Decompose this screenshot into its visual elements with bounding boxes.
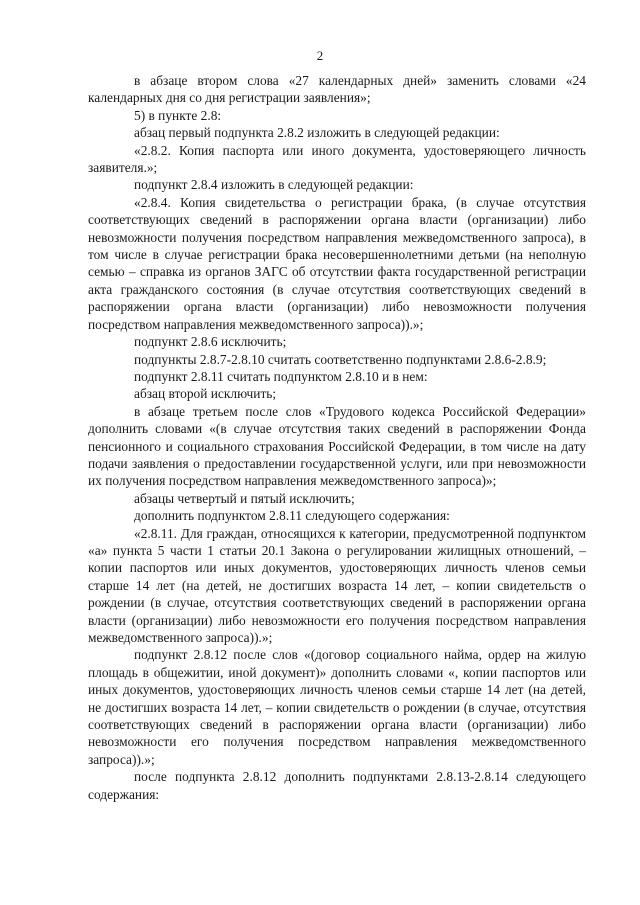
paragraph-12: абзацы четвертый и пятый исключить; <box>134 490 355 506</box>
paragraph-5: подпункт 2.8.4 изложить в следующей редакции: <box>134 177 414 193</box>
document-body <box>88 72 586 803</box>
paragraph-15: подпункт 2.8.12 после слов «(договор социального найма, ордер на жилую площадь в общежитии, иной документ)» дополнить словами «, копии паспортов или иных документов, удостоверяющих личность членов семьи старше 14 лет (на детей, не достигших возраста 14 лет, – копии свидетельств о рождении (в случае, отсутствия соответствующих сведений в распоряжении органа власти (организации) либо невозможности его получения посредством направления межведомственного запроса)).»; <box>88 647 586 767</box>
paragraph-14: «2.8.11. Для граждан, относящихся к категории, предусмотренной подпунктом «а» пункта 5 части 1 статьи 20.1 Закона о регулировании жилищных отношений, – копии паспортов или иных документов, удостоверяющих личность членов семьи старше 14 лет (на детей, не достигших возраста 14 лет, – копии свидетельств о рождении (в случае, отсутствия соответствующих сведений в распоряжении органа власти (организации) либо невозможности его получения посредством направления межведомственного запроса)).»; <box>88 525 586 645</box>
paragraph-11: в абзаце третьем после слов «Трудового кодекса Российской Федерации» дополнить словами «(в случае отсутствия таких сведений в распоряжении Фонда пенсионного и социального страхования Российской Федерации, в том числе на дату подачи заявления о предоставлении государственной услуги, или при невозможности их получения посредством направления межведомственного запроса)»; <box>88 403 586 489</box>
page-number: 2 <box>316 48 324 63</box>
paragraph-6: «2.8.4. Копия свидетельства о регистрации брака, (в случае отсутствия соответствующих сведений в распоряжении органа власти (организации) либо невозможности получения посредством направления межведомственного запроса), в том числе в случае регистрации брака несовершеннолетними детьми (на неполную семью – справка из органов ЗАГС об отсутствии факта государственной регистрации акта гражданского состояния (в случае отсутствия соответствующих сведений в распоряжении органа власти (организации) либо невозможности получения посредством направления межведомственного запроса)).»; <box>88 194 586 332</box>
paragraph-10: абзац второй исключить; <box>134 386 277 402</box>
paragraph-8: подпункты 2.8.7-2.8.10 считать соответственно подпунктами 2.8.6-2.8.9; <box>134 351 547 367</box>
paragraph-4: «2.8.2. Копия паспорта или иного документа, удостоверяющего личность заявителя.»; <box>88 142 586 176</box>
paragraph-9: подпункт 2.8.11 считать подпунктом 2.8.10 и в нем: <box>134 368 428 384</box>
paragraph-1: в абзаце втором слова «27 календарных дней» заменить словами «24 календарных дня со дня регистрации заявления»; <box>88 73 586 106</box>
paragraph-16: после подпункта 2.8.12 дополнить подпунктами 2.8.13-2.8.14 следующего содержания: <box>88 769 586 802</box>
paragraph-13: дополнить подпунктом 2.8.11 следующего содержания: <box>134 508 450 524</box>
paragraph-7: подпункт 2.8.6 исключить; <box>134 334 287 350</box>
paragraph-2: 5) в пункте 2.8: <box>134 107 222 123</box>
paragraph-3: абзац первый подпункта 2.8.2 изложить в следующей редакции: <box>134 125 500 141</box>
